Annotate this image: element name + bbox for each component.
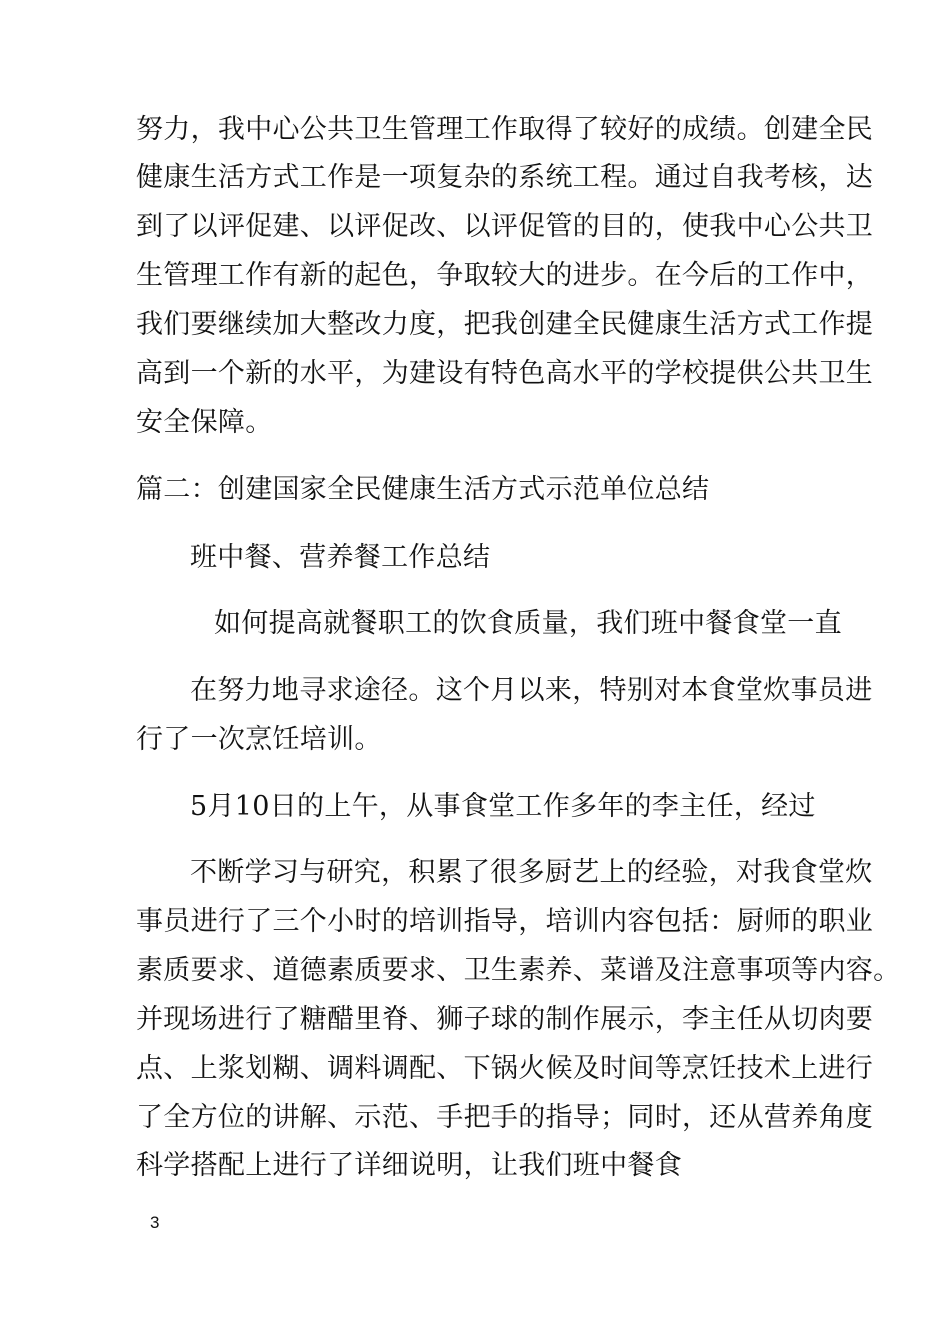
paragraph-line: 行了一次烹饪培训。 (136, 724, 382, 755)
subtitle: 班中餐、营养餐工作总结 (190, 542, 491, 573)
paragraph-line: 安全保障。 (136, 407, 273, 438)
paragraph-line: 生管理工作有新的起色，争取较大的进步。在今后的工作中， (136, 260, 874, 291)
paragraph-line: 在努力地寻求途径。这个月以来，特别对本食堂炊事员进 (190, 675, 873, 706)
paragraph-line: 科学搭配上进行了详细说明，让我们班中餐食 (136, 1150, 682, 1181)
page-number: 3 (150, 1213, 160, 1232)
paragraph-line: 我们要继续加大整改力度，把我创建全民健康生活方式工作提 (136, 309, 874, 340)
paragraph-line: 健康生活方式工作是一项复杂的系统工程。通过自我考核，达 (136, 162, 874, 193)
paragraph-line: 了全方位的讲解、示范、手把手的指导；同时，还从营养角度 (136, 1102, 874, 1133)
paragraph-line: 努力，我中心公共卫生管理工作取得了较好的成绩。创建全民 (136, 114, 874, 145)
paragraph-line: 如何提高就餐职工的饮食质量，我们班中餐食堂一直 (214, 608, 842, 639)
paragraph-line: 高到一个新的水平，为建设有特色高水平的学校提供公共卫生 (136, 358, 874, 389)
paragraph-line: 并现场进行了糖醋里脊、狮子球的制作展示，李主任从切肉要 (136, 1004, 874, 1035)
paragraph-line: 到了以评促建、以评促改、以评促管的目的，使我中心公共卫 (136, 211, 874, 242)
paragraph-line: 5月10日的上午，从事食堂工作多年的李主任，经过 (190, 791, 816, 822)
section-heading: 篇二：创建国家全民健康生活方式示范单位总结 (136, 474, 710, 505)
paragraph-line: 点、上浆划糊、调料调配、下锅火候及时间等烹饪技术上进行 (136, 1053, 874, 1084)
paragraph-line: 不断学习与研究，积累了很多厨艺上的经验，对我食堂炊 (190, 857, 873, 888)
paragraph-line: 素质要求、道德素质要求、卫生素养、菜谱及注意事项等内容。 (136, 955, 901, 986)
paragraph-line: 事员进行了三个小时的培训指导，培训内容包括：厨师的职业 (136, 906, 874, 937)
